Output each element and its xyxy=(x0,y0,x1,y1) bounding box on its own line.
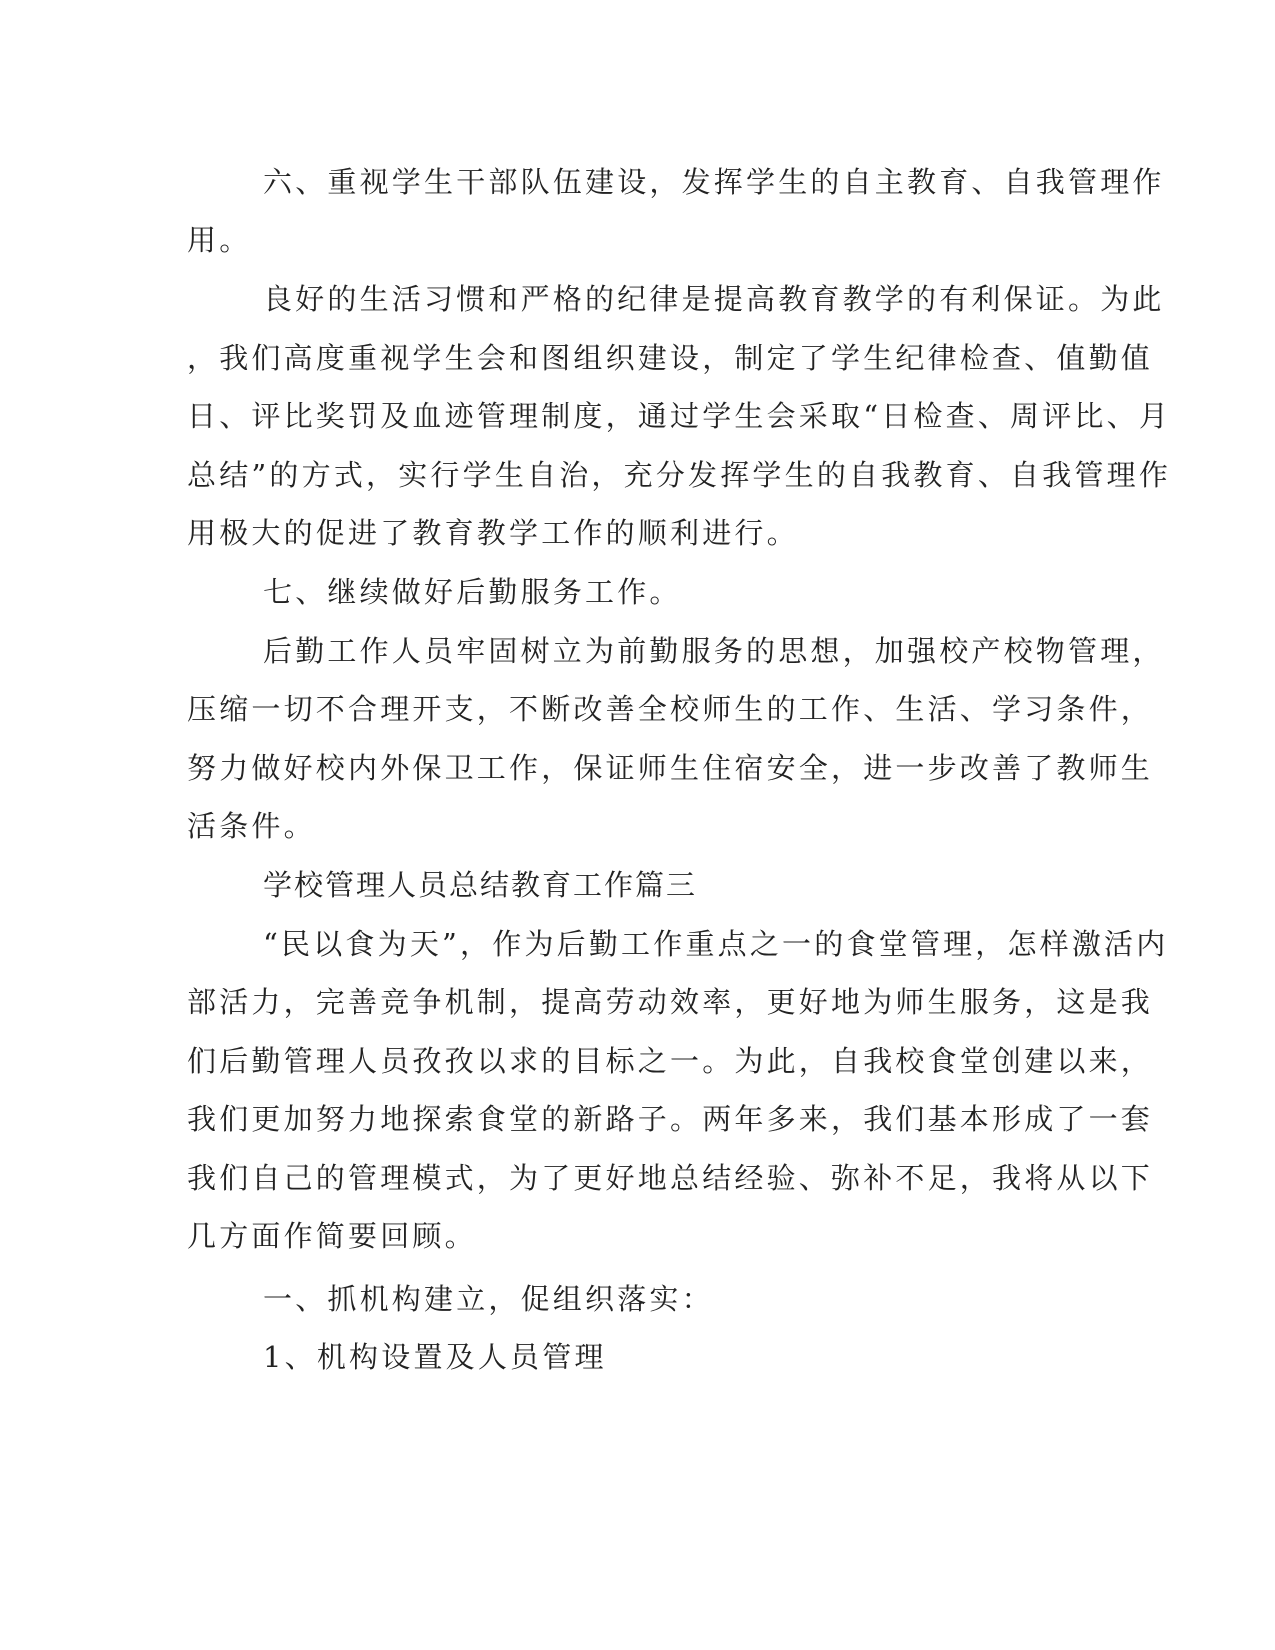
text-line: ，我们高度重视学生会和图组织建设，制定了学生纪律检查、值勤值 xyxy=(187,341,1154,375)
text-line: 们后勤管理人员孜孜以求的目标之一。为此，自我校食堂创建以来， xyxy=(187,1044,1154,1078)
text-line: 压缩一切不合理开支，不断改善全校师生的工作、生活、学习条件， xyxy=(187,692,1154,726)
text-line: “民以食为天”，作为后勤工作重点之一的食堂管理，怎样激活内 xyxy=(263,927,1169,961)
text-line: 努力做好校内外保卫工作，保证师生住宿安全，进一步改善了教师生 xyxy=(187,751,1154,785)
text-line: 活条件。 xyxy=(187,809,316,843)
text-line: 用极大的促进了教育教学工作的顺利进行。 xyxy=(187,516,799,550)
text-line: 良好的生活习惯和严格的纪律是提高教育教学的有利保证。为此 xyxy=(263,282,1165,316)
subsection-heading: 1、机构设置及人员管理 xyxy=(263,1340,607,1374)
text-line: 几方面作简要回顾。 xyxy=(187,1219,477,1253)
article-title: 学校管理人员总结教育工作篇三 xyxy=(263,868,698,902)
text-line: 我们自己的管理模式，为了更好地总结经验、弥补不足，我将从以下 xyxy=(187,1161,1154,1195)
section-heading: 一、抓机构建立，促组织落实： xyxy=(263,1282,714,1316)
text-line: 后勤工作人员牢固树立为前勤服务的思想，加强校产校物管理， xyxy=(263,634,1165,668)
text-line: 总结”的方式，实行学生自治，充分发挥学生的自我教育、自我管理作 xyxy=(187,458,1172,492)
text-line: 日、评比奖罚及血迹管理制度，通过学生会采取“日检查、周评比、月 xyxy=(187,399,1172,433)
section-heading: 七、继续做好后勤服务工作。 xyxy=(263,575,682,609)
text-line: 部活力，完善竞争机制，提高劳动效率，更好地为师生服务，这是我 xyxy=(187,985,1154,1019)
text-line: 六、重视学生干部队伍建设，发挥学生的自主教育、自我管理作 xyxy=(263,165,1165,199)
text-line: 我们更加努力地探索食堂的新路子。两年多来，我们基本形成了一套 xyxy=(187,1102,1154,1136)
text-line: 用。 xyxy=(187,223,252,257)
